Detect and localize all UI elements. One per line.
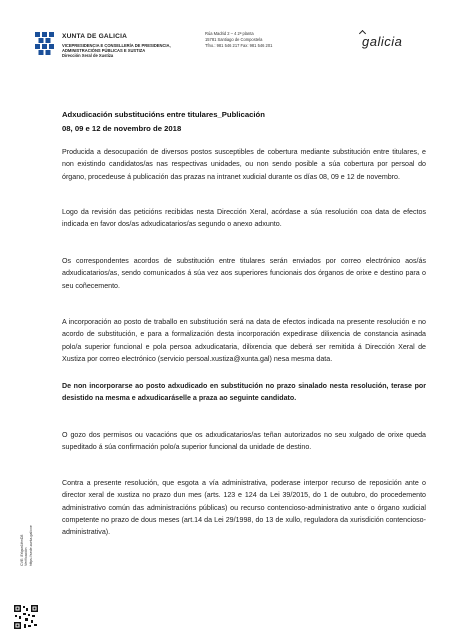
paragraph-1: Producida a desocupación de diversos postos susceptibles de cobertura mediante substitución entre titulares, e non existindo candidatos/as nas respectivas unidades, ou non sendo posible a súa cobertura por persoal do órgano, procedeuse á publicación das prazas na intranet xudicial durante os días 08, 09 e 12 de novembro. bbox=[62, 148, 426, 181]
document-dates: 08, 09 e 12 de novembro de 2018 bbox=[62, 124, 182, 133]
document-header bbox=[0, 0, 453, 80]
org-line-2: ADMINISTRACIÓNS PÚBLICAS E XUSTIZA bbox=[62, 48, 146, 53]
document-title: Adxudicación substitucións entre titulares_Publicación bbox=[62, 110, 265, 119]
paragraph-5-warning: De non incorporarse ao posto adxudicado en substitución no prazo sinalado nesta resolución, terase por desistido na mesma e adxudicaráselle a praza ao seguinte candidato. bbox=[62, 382, 426, 403]
org-name: XUNTA DE GALICIA bbox=[62, 33, 128, 40]
org-line-1: VICEPRESIDENCIA E CONSELLERÍA DE PRESIDENCIA, bbox=[62, 43, 171, 48]
qr-code-icon bbox=[13, 604, 39, 630]
org-line-3: Dirección Xeral de Xustiza bbox=[62, 53, 114, 58]
paragraph-4: A incorporación ao posto de traballo en substitución será na data de efectos indicada na presente resolución e no acordo de substitución, e para a formalización desta incorporación expedirase dilixencia de constancia asinada polo/a superior funcional e pola persoa adxudicataria, dilixencia que deberá ser remitida á Dirección Xeral de Xustiza por correo electrónico (servicio persoal.xustiza@xunta.gal) nesa mesma data. bbox=[62, 318, 426, 363]
verification-sidebar bbox=[20, 506, 33, 566]
paragraph-6: O gozo dos permisos ou vacacións que os adxudicatarios/as teñan autorizados no seu xulgado de orixe queda supeditado á súa confirmación polo/a superior funcional da unidade de destino. bbox=[62, 431, 426, 452]
address-line-2: 15781 Santiago de Compostela bbox=[205, 37, 263, 42]
address-line-3: Tfno.: 981 546 217 Fax: 981 546 201 bbox=[205, 43, 273, 48]
galicia-brand: galicia bbox=[362, 34, 403, 49]
xunta-logo-icon bbox=[34, 31, 56, 57]
verification-label: Verificación: https://sede.xunta.gal/cve bbox=[24, 525, 33, 566]
cve-label: CVE: 8Yqsw1thnD8 bbox=[20, 534, 24, 566]
paragraph-3: Os correspondentes acordos de substitución entre titulares serán enviados por correo electrónico aos/ás adxudicatarios/as, sendo comunicados á súa vez aos superiores funcionais dos órganos de orixe e destino para o seu coñecemento. bbox=[62, 257, 426, 290]
paragraph-2: Logo da revisión das peticións recibidas nesta Dirección Xeral, acórdase a súa resolución coa data de efectos indicada en favor dos/as adxudicatarios/as segundo o anexo adxunto. bbox=[62, 208, 426, 229]
paragraph-7: Contra a presente resolución, que esgota a vía administrativa, poderase interpor recurso de reposición ante o director xeral de xustiza no prazo dun mes (arts. 123 e 124 da Lei 39/2015, do 1 de outubro, do procedemento administrativo común das administracións públicas) ou recurso contencioso-administrativo ante o órgano xudicial competente no prazo de dous meses (art.14 da Lei 29/1998, do 13 de xullo, reguladora da xurisdición contencioso-administrativa). bbox=[62, 479, 426, 537]
address-line-1: Rúa Madrid 2 – 4 2ª planta bbox=[205, 31, 254, 36]
